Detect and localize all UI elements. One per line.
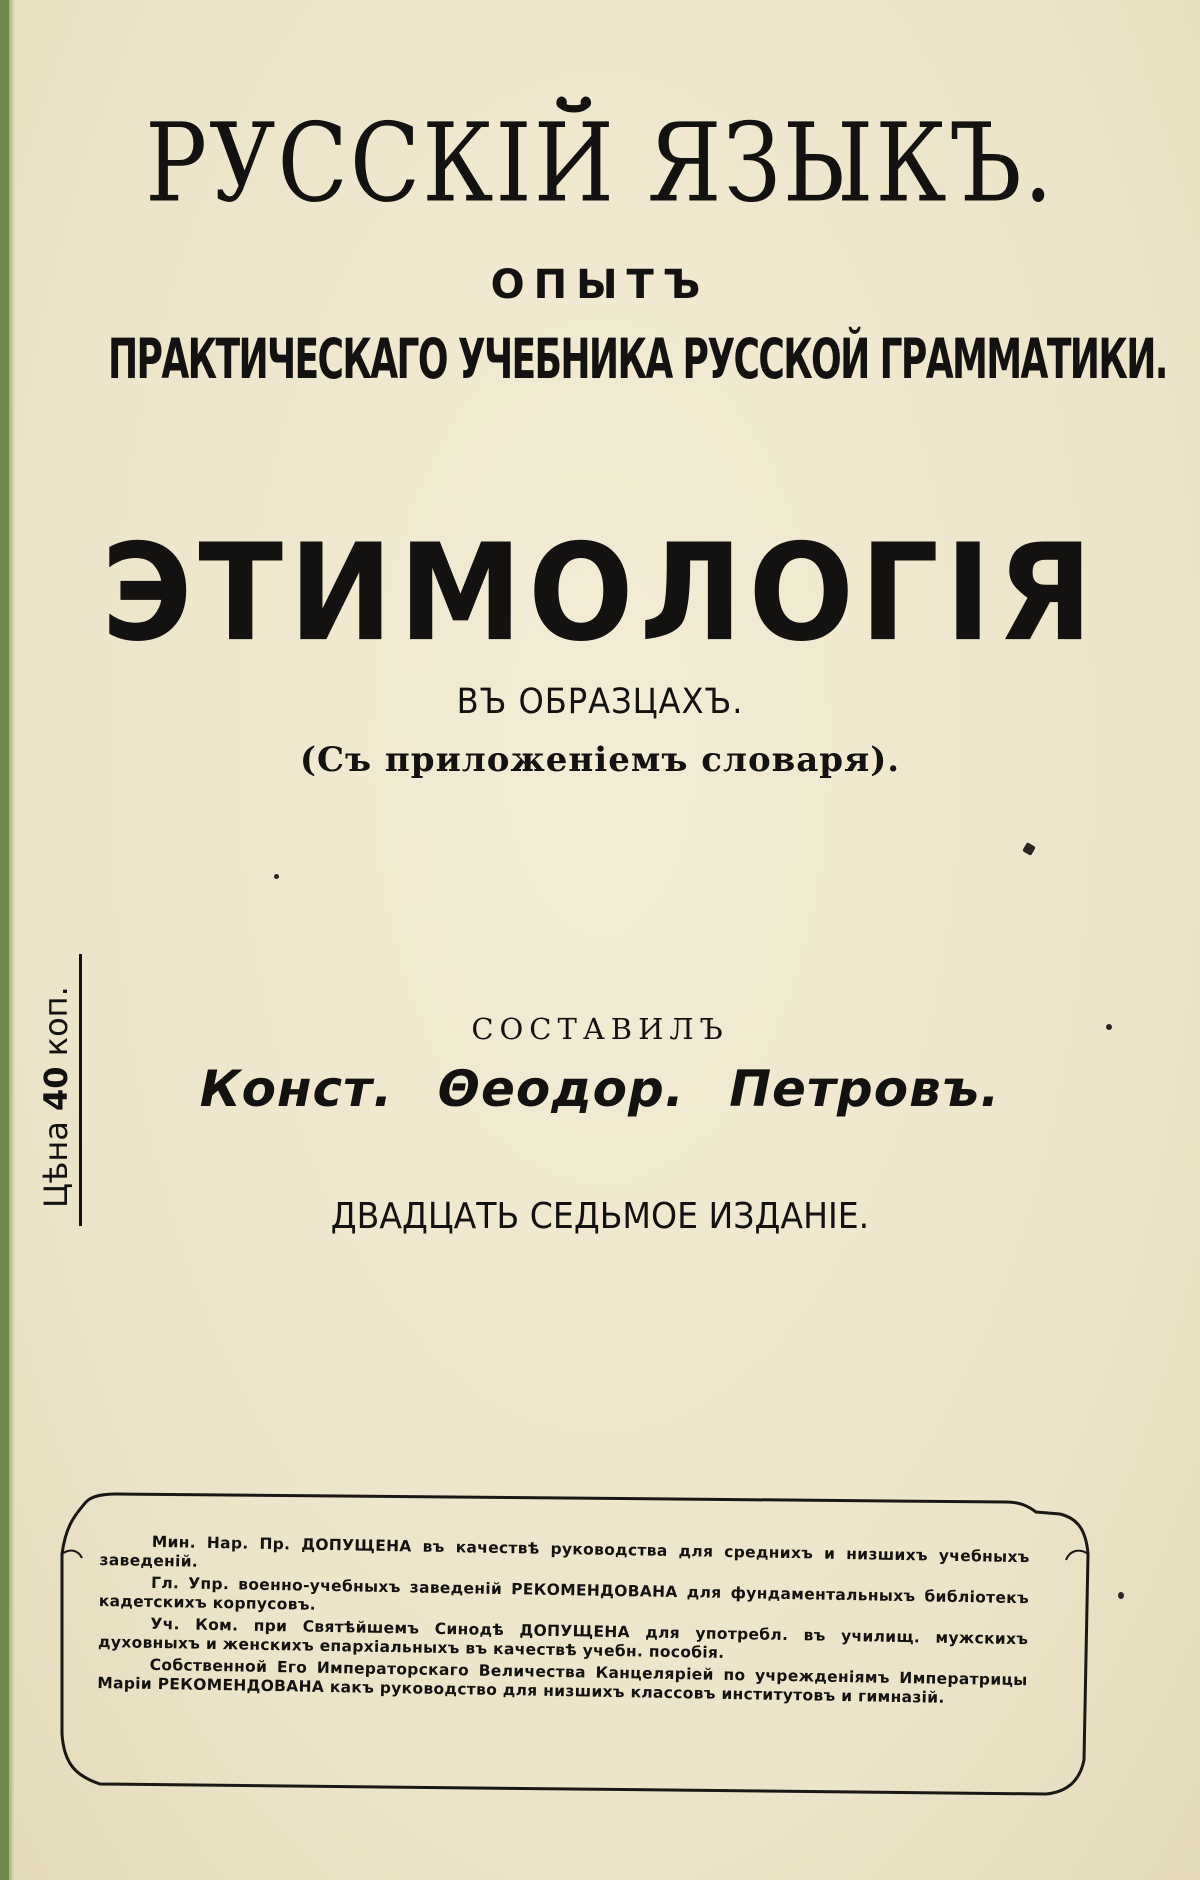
book-title: РУССКІЙ ЯЗЫКЪ.: [145, 100, 1055, 227]
approval-item: Собственной Его Императорскаго Величества Канцеляріей по учрежденіямъ Императрицы Маріи РЕКОМЕНДОВАНА какъ руководство для низшихъ классовъ институтовъ и гимназій.: [97, 1655, 1028, 1707]
print-speck: [274, 874, 279, 879]
print-speck: [1022, 842, 1036, 856]
samples-line: ВЪ ОБРАЗЦАХЪ.: [456, 682, 744, 722]
author-name: Конст. Θеодор. Петровъ.: [199, 1060, 1001, 1118]
price-text: Цѣна: [37, 1121, 75, 1208]
approval-item: Мин. Нар. Пр. ДОПУЩЕНА въ качествѣ руководства для среднихъ и низшихъ учебныхъ заведеній.: [99, 1532, 1030, 1571]
appendix-line: (Съ приложеніемъ словаря).: [299, 740, 901, 780]
approval-item: Уч. Ком. при Святѣйшемъ Синодѣ ДОПУЩЕНА для употребл. въ училищ. мужскихъ духовныхъ и женскихъ епархіальныхъ въ качествѣ учебн. пособія.: [97, 1614, 1029, 1662]
approval-item: Гл. Упр. военно-учебныхъ заведеній РЕКОМЕНДОВАНА для фундаментальныхъ библіотекъ кадетскихъ корпусовъ.: [98, 1573, 1030, 1614]
subtitle-line-2: ПРАКТИЧЕСКАГО УЧЕБНИКА РУССКОЙ ГРАММАТИКИ.: [108, 328, 1167, 392]
main-heading: ЭТИМОЛОГІЯ: [101, 516, 1099, 672]
print-speck: [1106, 1024, 1112, 1030]
print-speck: [1118, 1592, 1124, 1599]
compiled-by-label: СОСТАВИЛЪ: [471, 1012, 729, 1046]
approvals-block: [97, 1532, 1030, 1712]
price-unit: коп.: [37, 986, 75, 1057]
price-amount: 40: [37, 1066, 75, 1111]
subtitle-line-1: ОПЫТЪ: [490, 262, 710, 308]
edition-line: ДВАДЦАТЬ СЕДЬМОЕ ИЗДАНІЕ.: [330, 1196, 870, 1237]
